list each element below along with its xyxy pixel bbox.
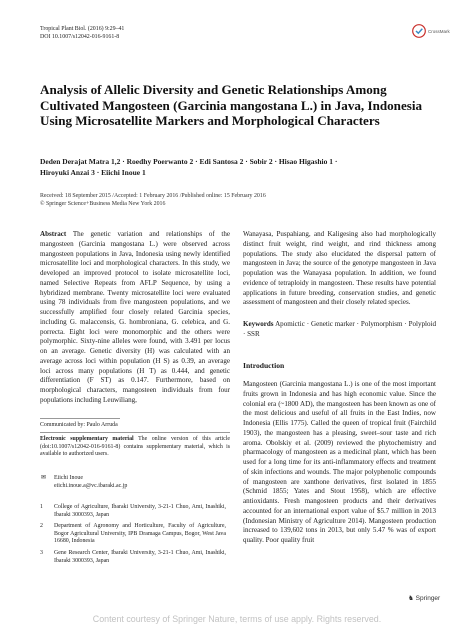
affiliation-item	[40, 504, 226, 519]
communicated-by: Communicated by: Paulo Arruda	[40, 422, 118, 428]
esm-label: Electronic supplementary material	[40, 436, 134, 442]
envelope-icon: ✉	[41, 475, 46, 481]
springer-horse-icon: ♞	[408, 595, 414, 602]
springer-label: Springer	[415, 595, 441, 602]
footer-text: Content courtesy of Springer Nature, terms of use apply. Rights reserved.	[92, 614, 382, 624]
crossmark-badge[interactable]	[412, 24, 450, 43]
keywords-text: Apomictic · Genetic marker · Polymorphism · Polyploid · SSR	[243, 320, 437, 338]
keywords-label: Keywords	[243, 320, 274, 328]
affiliation-text: Department of Agronomy and Horticulture, Faculty of Agriculture, Bogor Agricultural University, IPB Dramaga Campus, Bogor, West Java 16680, Indonesia	[54, 523, 226, 545]
crossmark-label: CrossMark	[428, 29, 450, 34]
corresponding-author: Eiichi Inoue	[54, 475, 83, 481]
footnote-rule	[40, 418, 120, 419]
keywords	[243, 320, 436, 340]
abstract-label: Abstract	[40, 230, 67, 238]
footnote-rule-2	[40, 432, 230, 433]
affiliation-num: 3	[40, 549, 43, 556]
journal-citation: Tropical Plant Biol. (2016) 9:29–41	[40, 26, 125, 32]
section-heading: Introduction	[243, 361, 285, 370]
received-accepted-line: Received: 18 September 2015 /Accepted: 1 February 2016 /Published online: 15 February 2016	[40, 193, 266, 199]
doi-line: DOI 10.1007/s12042-016-9161-8	[40, 34, 120, 40]
authors-line-2: Hiroyuki Anzai 3 · Eiichi Inoue 1	[40, 167, 146, 177]
abstract	[40, 230, 230, 404]
affiliation-text: Gene Research Center, Ibaraki University, 3-21-1 Chuo, Ami, Inashiki, Ibaraki 3000393, Japan	[54, 549, 226, 564]
introduction-text: Mangosteen (Garcinia mangostana L.) is one of the most important fruits grown in Indonesia and has high economic value. Since the colonial era (~1800 AD), the mangosteen has been known as one of the most delicious and useful of all fruits in the East Indies, now Indonesia (Ellis 1775). Called the queen of tropical fruit (Fairchild 1903), the mangosteen has a pleasing, sweet–sour taste and rich aroma. Obolskiy et al. (2009) reviewed the phytochemistry and pharmacology of mangosteen as a medicinal plant, which has been used for a long time for its anti-inflammatory effects and treatment of skin infections and wounds. The major polyphenolic compounds of mangosteen are xanthone derivatives, first isolated in 1855 (Schmid 1855; Yates and Stout 1958), which are effective antioxidants. Fresh mangosteen products and their derivatives accounted for an international export value of $5.7 million in 2013 (Indonesian Ministry of Agriculture 2014). Mangosteen production increased to 139,602 tons in 2013, but only 5.47 % was of export quality. Poor quality fruit	[243, 380, 436, 544]
corresponding-email[interactable]: eiichi.inoue.a@vc.ibaraki.ac.jp	[54, 482, 128, 489]
abstract-text: The genetic variation and relationships of the mangosteen (Garcinia mangostana L.) were observed across mangosteen populations in Java, Indonesia using newly identified microsatellite loci and morphological characters. In this study, we developed an improved protocol to isolate microsatellite loci, named Selective Repeats from AFLP Sequence, by using a hybridized membrane. Twenty microsatellite loci were evaluated using 78 individuals from five mangosteen populations, and we successfully amplified four closely related Garcinia species, including G. malaccensis, G. hombroniana, G. celebica, and G. porrecta. Eight loci were monomorphic and the others were polymorphic. Sixty-nine alleles were found, with 3.491 per locus on an average. Genetic diversity (H) was calculated with an average across loci within population (H S) as 0.39, an average loci across many populations (H T) as 0.444, and genetic differentiation (F ST) as 0.147. Furthermore, based on morphological characters, mangosteen individuals from four populations including Leuwiliang,	[40, 230, 230, 404]
esm-note	[40, 436, 230, 459]
copyright-line: © Springer Science+Business Media New York 2016	[40, 200, 166, 207]
authors-line-1: Deden Derajat Matra 1,2 · Roedhy Poerwanto 2 · Edi Santosa 2 · Sobir 2 · Hisao Higashio 1 ·	[40, 157, 338, 166]
crossmark-icon	[412, 24, 426, 38]
esm-text: The online version of this article (doi:10.1007/s12042-016-9161-8) contains supplementary material, which is available to authorized users.	[40, 436, 230, 458]
affiliations	[40, 504, 226, 565]
author-list	[40, 157, 440, 178]
abstract-continued: Wanayasa, Puspahiang, and Kaligesing also had morphologically distinct fruit weight, rind weight, and rind thickness among populations. The study also elucidated the dispersal pattern of mangosteen in Java; the source of the genotype mangosteen in Java population was the Wanayasa population. In addition, we found evidence of tetraploidy in mangosteen. These results have potential applications in future breeding, conservation studies, and genetic assessment of mangosteen and their closely related species.	[243, 230, 436, 307]
footer-notice	[0, 610, 474, 629]
affiliation-num: 2	[40, 523, 43, 530]
affiliation-item	[40, 523, 226, 546]
springer-logo	[408, 594, 440, 602]
affiliation-num: 1	[40, 504, 43, 510]
article-title	[40, 82, 440, 129]
correspondence	[41, 475, 224, 490]
affiliation-item	[40, 550, 226, 565]
title-text: Analysis of Allelic Diversity and Genetic Relationships Among Cultivated Mangosteen (Garcinia mangostana L.) in Java, Indonesia Using Microsatellite Markers and Morphological Characters	[40, 82, 423, 129]
publication-dates	[40, 193, 440, 209]
affiliation-text: College of Agriculture, Ibaraki University, 3-21-1 Chuo, Ami, Inashiki, Ibaraki 3000393, Japan	[54, 504, 226, 518]
